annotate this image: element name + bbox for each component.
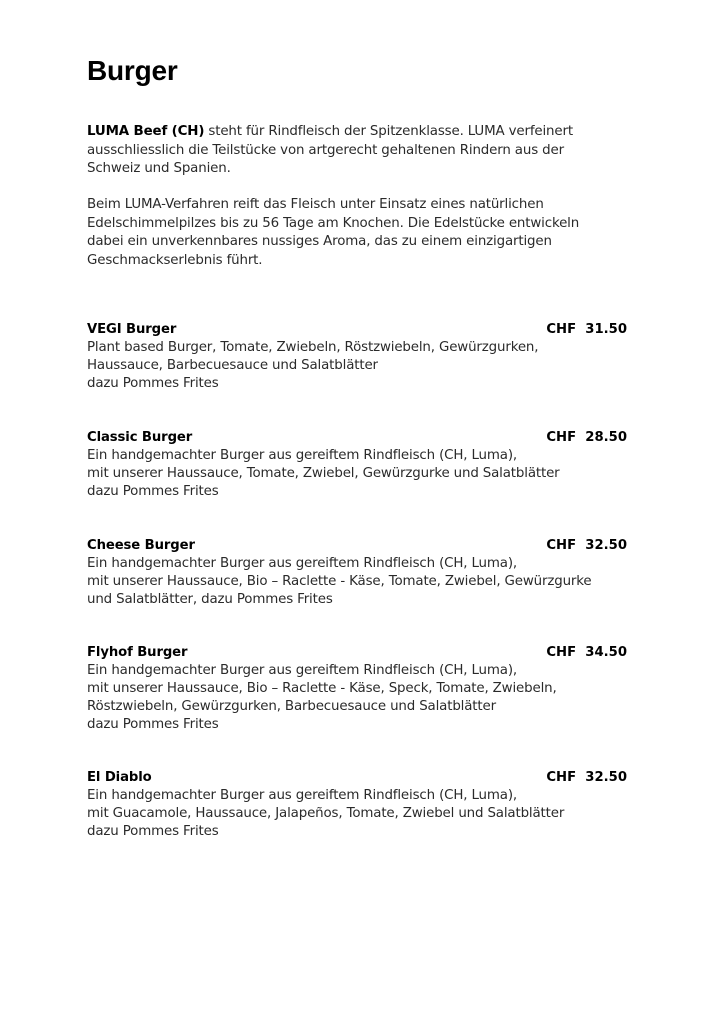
menu-item-description bbox=[87, 339, 627, 393]
menu-item-price: CHF 31.50 bbox=[546, 322, 627, 337]
description-line: dazu Pommes Frites bbox=[87, 484, 219, 499]
menu-item-header bbox=[87, 537, 627, 555]
menu-item-name: Flyhof Burger bbox=[87, 645, 188, 660]
page-title: Burger bbox=[87, 55, 178, 86]
menu-item-description bbox=[87, 787, 627, 841]
menu-item-cheese-burger bbox=[87, 537, 627, 609]
description-line: Ein handgemachter Burger aus gereiftem Rindfleisch (CH, Luma), bbox=[87, 448, 518, 463]
menu-item-price: CHF 32.50 bbox=[546, 770, 627, 785]
menu-item-description bbox=[87, 662, 627, 734]
intro-line: Geschmackserlebnis führt. bbox=[87, 252, 263, 268]
menu-item-header bbox=[87, 321, 627, 339]
menu-item-el-diablo bbox=[87, 769, 627, 841]
description-line: mit unserer Haussauce, Tomate, Zwiebel, Gewürzgurke und Salatblätter bbox=[87, 466, 560, 481]
description-line: mit unserer Haussauce, Bio – Raclette - Käse, Speck, Tomate, Zwiebeln, bbox=[87, 681, 557, 696]
menu-item-price: CHF 34.50 bbox=[546, 645, 627, 660]
menu-item-name: El Diablo bbox=[87, 770, 152, 785]
menu-item-price: CHF 32.50 bbox=[546, 538, 627, 553]
description-line: Plant based Burger, Tomate, Zwiebeln, Röstzwiebeln, Gewürzgurken, bbox=[87, 340, 539, 355]
description-line: dazu Pommes Frites bbox=[87, 376, 219, 391]
menu-item-classic-burger bbox=[87, 429, 627, 501]
menu-item-header bbox=[87, 769, 627, 787]
menu-item-header bbox=[87, 644, 627, 662]
intro-line: Schweiz und Spanien. bbox=[87, 161, 231, 176]
intro-line: LUMA Beef (CH) steht für Rindfleisch der Spitzenklasse. LUMA verfeinert bbox=[87, 124, 573, 139]
luma-beef-highlight: LUMA Beef (CH) bbox=[87, 124, 205, 139]
description-line: mit Guacamole, Haussauce, Jalapeños, Tomate, Zwiebel und Salatblätter bbox=[87, 806, 565, 821]
description-line: und Salatblätter, dazu Pommes Frites bbox=[87, 592, 333, 607]
intro-paragraph-luma-beef bbox=[87, 123, 632, 179]
menu-item-name: Classic Burger bbox=[87, 430, 193, 445]
menu-item-price: CHF 28.50 bbox=[546, 430, 627, 445]
intro-line: ausschliesslich die Teilstücke von artgerecht gehaltenen Rindern aus der bbox=[87, 142, 564, 158]
menu-item-vegi-burger bbox=[87, 321, 627, 393]
menu-item-flyhof-burger bbox=[87, 644, 627, 734]
menu-item-header bbox=[87, 429, 627, 447]
menu-item-description bbox=[87, 447, 627, 501]
description-line: Röstzwiebeln, Gewürzgurken, Barbecuesauce und Salatblätter bbox=[87, 699, 496, 714]
menu-item-name: VEGI Burger bbox=[87, 322, 177, 337]
description-line: mit unserer Haussauce, Bio – Raclette - Käse, Tomate, Zwiebel, Gewürzgurke bbox=[87, 574, 592, 589]
description-line: Ein handgemachter Burger aus gereiftem Rindfleisch (CH, Luma), bbox=[87, 663, 518, 678]
menu-item-description bbox=[87, 555, 627, 609]
menu-item-name: Cheese Burger bbox=[87, 538, 195, 553]
intro-line: Beim LUMA-Verfahren reift das Fleisch unter Einsatz eines natürlichen bbox=[87, 197, 544, 212]
description-line: Ein handgemachter Burger aus gereiftem Rindfleisch (CH, Luma), bbox=[87, 788, 518, 803]
description-line: dazu Pommes Frites bbox=[87, 824, 219, 839]
intro-line: Edelschimmelpilzes bis zu 56 Tage am Knochen. Die Edelstücke entwickeln bbox=[87, 215, 580, 231]
description-line: Haussauce, Barbecuesauce und Salatblätter bbox=[87, 358, 378, 373]
intro-paragraph-luma-process bbox=[87, 196, 632, 270]
description-line: Ein handgemachter Burger aus gereiftem Rindfleisch (CH, Luma), bbox=[87, 556, 518, 571]
description-line: dazu Pommes Frites bbox=[87, 717, 219, 732]
intro-line: dabei ein unverkennbares nussiges Aroma, das zu einem einzigartigen bbox=[87, 234, 552, 249]
